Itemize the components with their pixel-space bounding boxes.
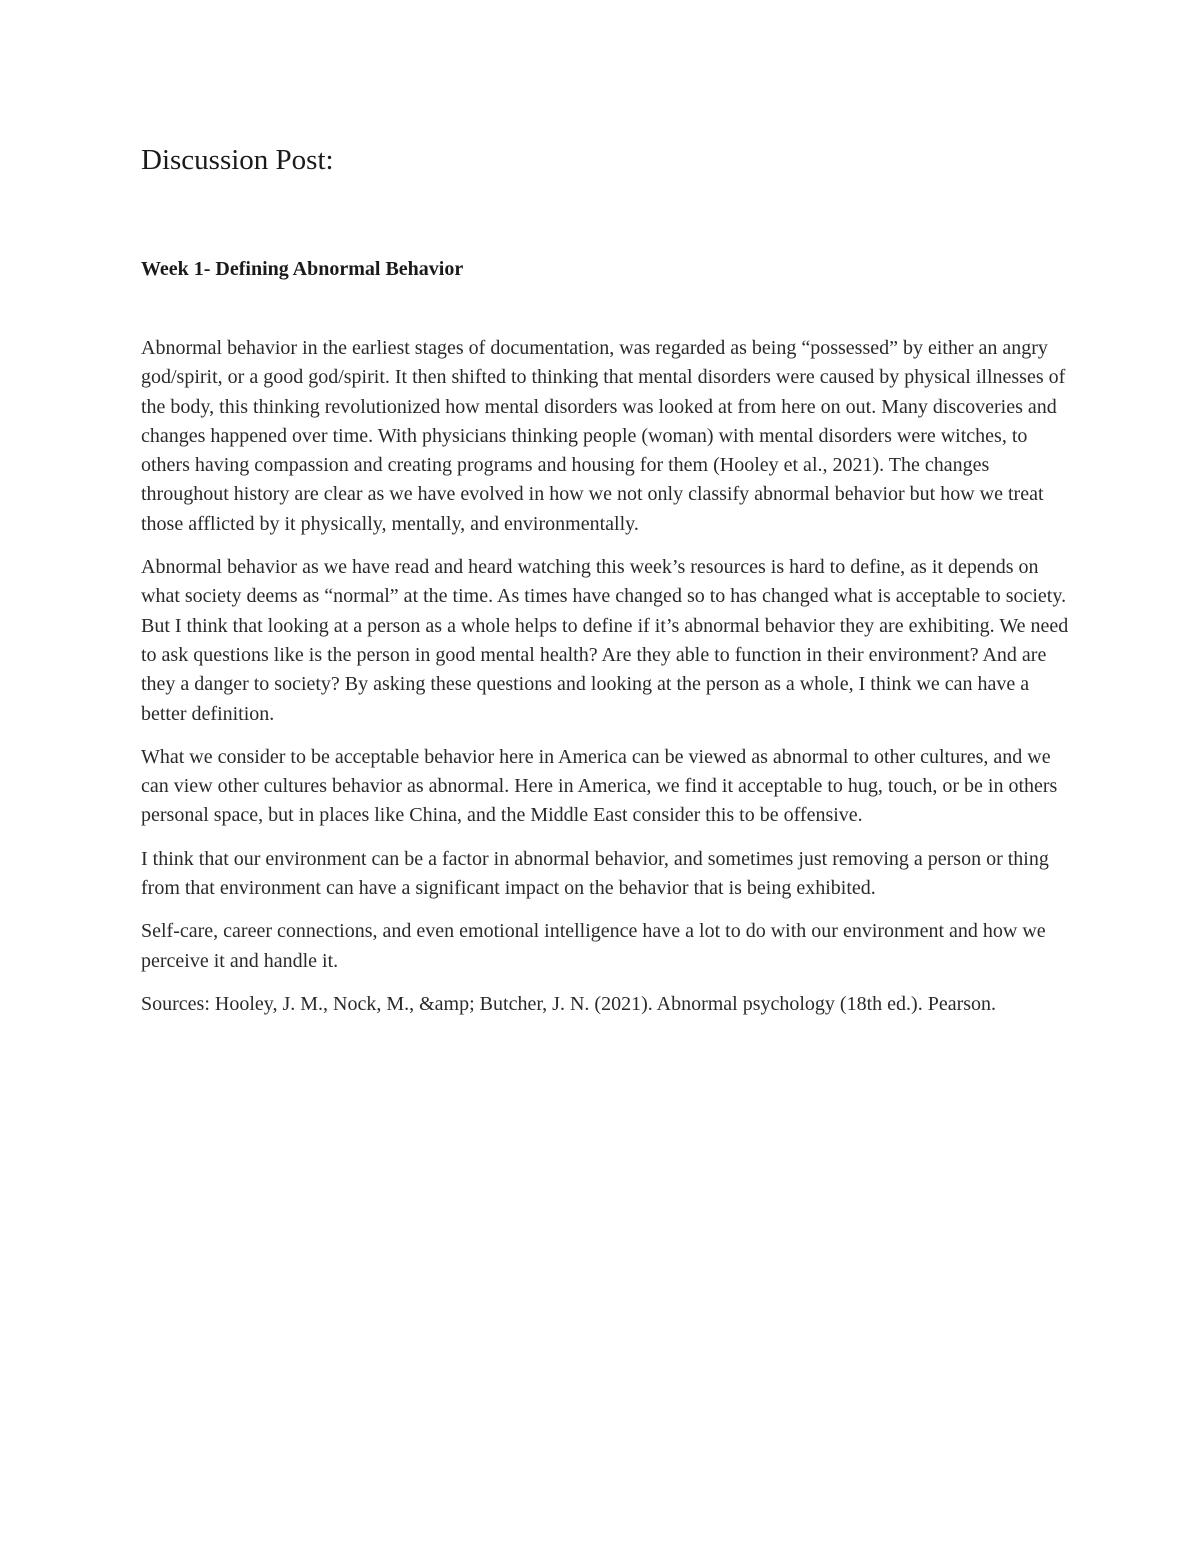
paragraph-history: Abnormal behavior in the earliest stages of documentation, was regarded as being “possessed” by either an angry god/spirit, or a good god/spirit. It then shifted to thinking that mental disorders were caused by physical illnesses of the body, this thinking revolutionized how mental disorders was looked at from here on out. Many discoveries and changes happened over time. With physicians thinking people (woman) with mental disorders were witches, to others having compassion and creating programs and housing for them (Hooley et al., 2021). The changes throughout history are clear as we have evolved in how we not only classify abnormal behavior but how we treat those afflicted by it physically, mentally, and environmentally. <box>141 337 1066 535</box>
paragraph-culture: What we consider to be acceptable behavior here in America can be viewed as abnormal to other cultures, and we can view other cultures behavior as abnormal. Here in America, we find it acceptable to hug, touch, or be in others personal space, but in places like China, and the Middle East consider this to be offensive. <box>141 745 1058 827</box>
paragraph-definition: Abnormal behavior as we have read and heard watching this week’s resources is hard to define, as it depends on what society deems as “normal” at the time. As times have changed so to has changed what is acceptable to society. But I think that looking at a person as a whole helps to define if it’s abnormal behavior they are exhibiting. We need to ask questions like is the person in good mental health? Are they able to function in their environment? And are they a danger to society? By asking these questions and looking at the person as a whole, I think we can have a better definition. <box>141 556 1069 725</box>
paragraph-environment: I think that our environment can be a factor in abnormal behavior, and sometimes just removing a person or thing from that environment can have a significant impact on the behavior that is being exhibited. <box>141 847 1049 900</box>
document-title: Discussion Post: <box>141 144 334 176</box>
document-body <box>141 138 1071 1033</box>
post-paragraphs <box>141 334 1071 1019</box>
paragraph-self-care: Self-care, career connections, and even emotional intelligence have a lot to do with our environment and how we perceive it and handle it. <box>141 920 1046 972</box>
week-heading: Week 1- Defining Abnormal Behavior <box>141 258 464 280</box>
paragraph-sources: Sources: Hooley, J. M., Nock, M., &amp; Butcher, J. N. (2021). Abnormal psychology (18th ed.). Pearson. <box>141 992 997 1015</box>
